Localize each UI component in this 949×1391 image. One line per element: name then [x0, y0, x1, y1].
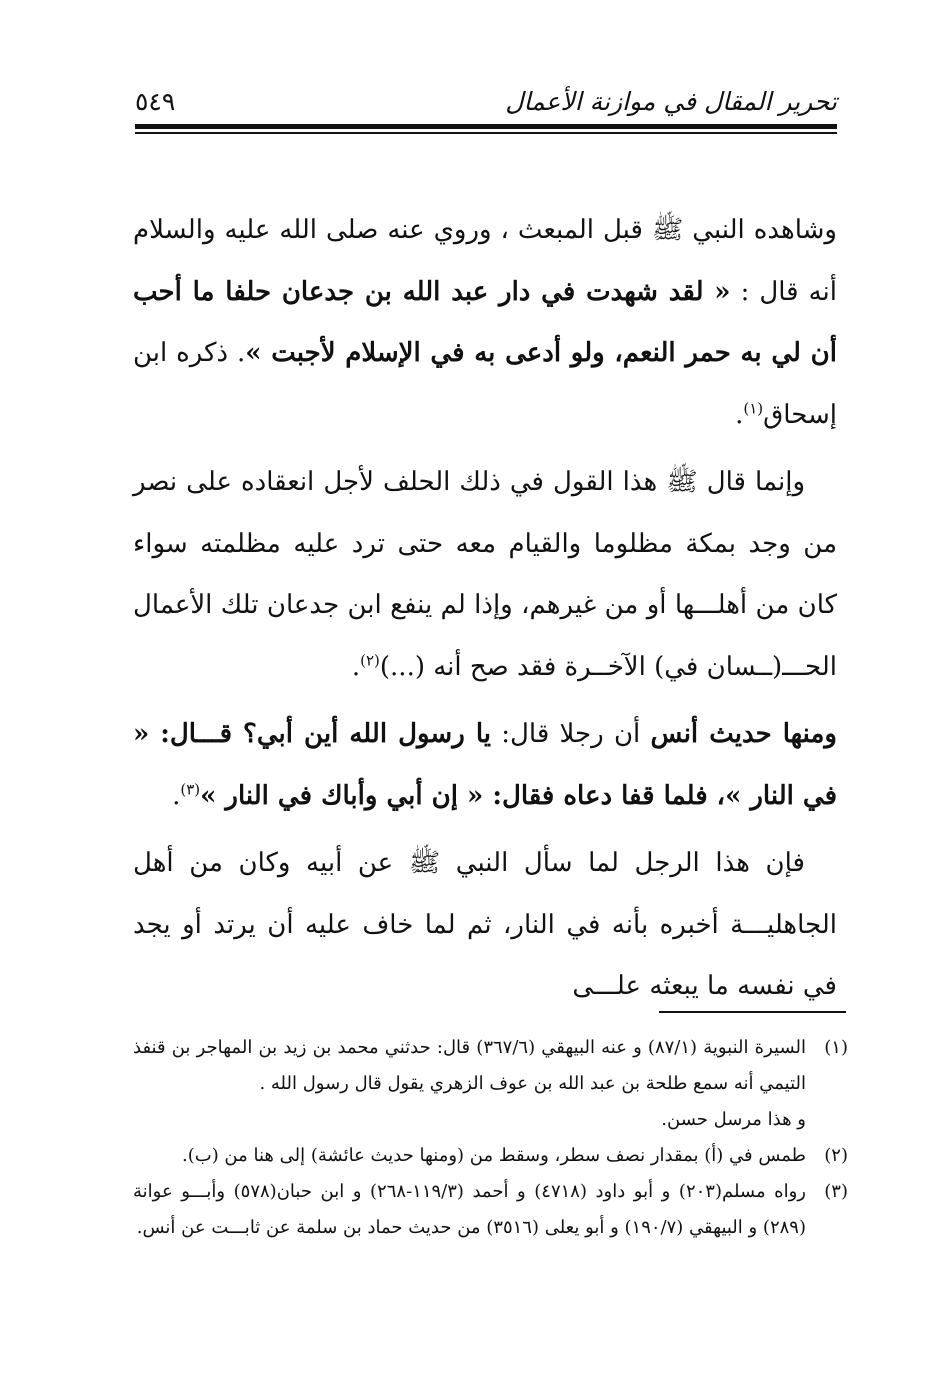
paragraph-3-end: . [172, 780, 181, 811]
footnotes [133, 1030, 848, 1246]
paragraph-3-mid: أن رجلا قال: [491, 719, 651, 749]
header-rule-thin [135, 132, 837, 134]
paragraph-1 [133, 200, 837, 446]
paragraph-1-intro: وشاهده النبي ﷺ قبل المبعث ، وروي عنه صلى الله عليه والسلام أنه قال : [133, 215, 837, 307]
paragraph-3 [133, 704, 837, 827]
page-number: ٥٤٩ [135, 87, 176, 116]
paragraph-3-lead: ومنها حديث أنس [650, 719, 837, 749]
hadith-quote-1: « لقد شهدت في دار عبد الله بن جدعان حلفا ما أحب أن لي به حمر النعم، ولو أدعى به في الإسلام لأجبت » [133, 276, 837, 368]
header-title: تحرير المقال في موازنة الأعمال [505, 87, 837, 116]
footnote-2 [133, 1138, 848, 1174]
footnote-separator [659, 1011, 846, 1013]
paragraph-4 [133, 833, 837, 1018]
footnote-ref-1[interactable]: (١) [743, 398, 764, 417]
paragraph-1-end: . [735, 399, 744, 430]
footnote-3-text: رواه مسلم(٢٠٣) و أبو داود (٤٧١٨) و أحمد (١١٩/٣-٢٦٨) و ابن حبان(٥٧٨) وأبـــو عوانة (٢٨٩) و البيهقي (١٩٠/٧) و أبو يعلى (٣٥١٦) من حديث حماد بن سلمة عن ثابـــت عن أنس. [133, 1181, 806, 1238]
paragraph-1-tail: . ذكره ابن إسحاق [133, 338, 837, 430]
main-text [133, 200, 837, 1018]
footnote-1-number: (١) [824, 1037, 848, 1058]
header-rule-thick [135, 124, 837, 129]
running-header [135, 84, 837, 124]
paragraph-2 [133, 452, 837, 698]
footnote-1-note: و هذا مرسل حسن. [661, 1109, 806, 1130]
paragraph-2-text: وإنما قال ﷺ هذا القول في ذلك الحلف لأجل انعقاده على نصر من وجد بمكة مظلوما والقيام معه حتى ترد عليه مظلمته سواء كان من أهلـــها أو من غيرهم، وإذا لم ينفع ابن جدعان تلك الأعمال الحـــ(ــسان في) الآخــرة فقد صح أنه (...) [133, 467, 837, 682]
footnote-ref-2[interactable]: (٢) [360, 650, 380, 669]
footnote-ref-3[interactable]: (٣) [180, 779, 201, 798]
footnote-1 [133, 1030, 848, 1102]
paragraph-4-text: فإن هذا الرجل لما سأل النبي ﷺ عن أبيه وكان من أهل الجاهليـــة أخبره بأنه في النار، ثم لما خاف عليه أن يرتد أو يجد في نفسه ما يبعثه علـــى [133, 848, 837, 1001]
footnote-1-text: السيرة النبوية (٨٧/١) و عنه البيهقي (٣٦٧/٦) قال: حدثني محمد بن زيد بن المهاجر بن قنفذ التيمي أنه سمع طلحة بن عبد الله بن عوف الزهري يقول قال رسول الله . [133, 1037, 807, 1094]
footnote-2-text: طمس في (أ) بمقدار نصف سطر، وسقط من (ومنها حديث عائشة) إلى هنا من (ب). [182, 1145, 806, 1166]
footnote-3-number: (٣) [824, 1181, 848, 1202]
footnote-2-number: (٢) [824, 1145, 848, 1166]
footnote-3 [133, 1174, 848, 1246]
hadith-quote-2: يا رسول الله أين أبي؟ قـــال: « في النار »، فلما قفا دعاه فقال: « إن أبي وأباك في النار » [133, 719, 837, 811]
paragraph-2-end: . [351, 651, 361, 682]
